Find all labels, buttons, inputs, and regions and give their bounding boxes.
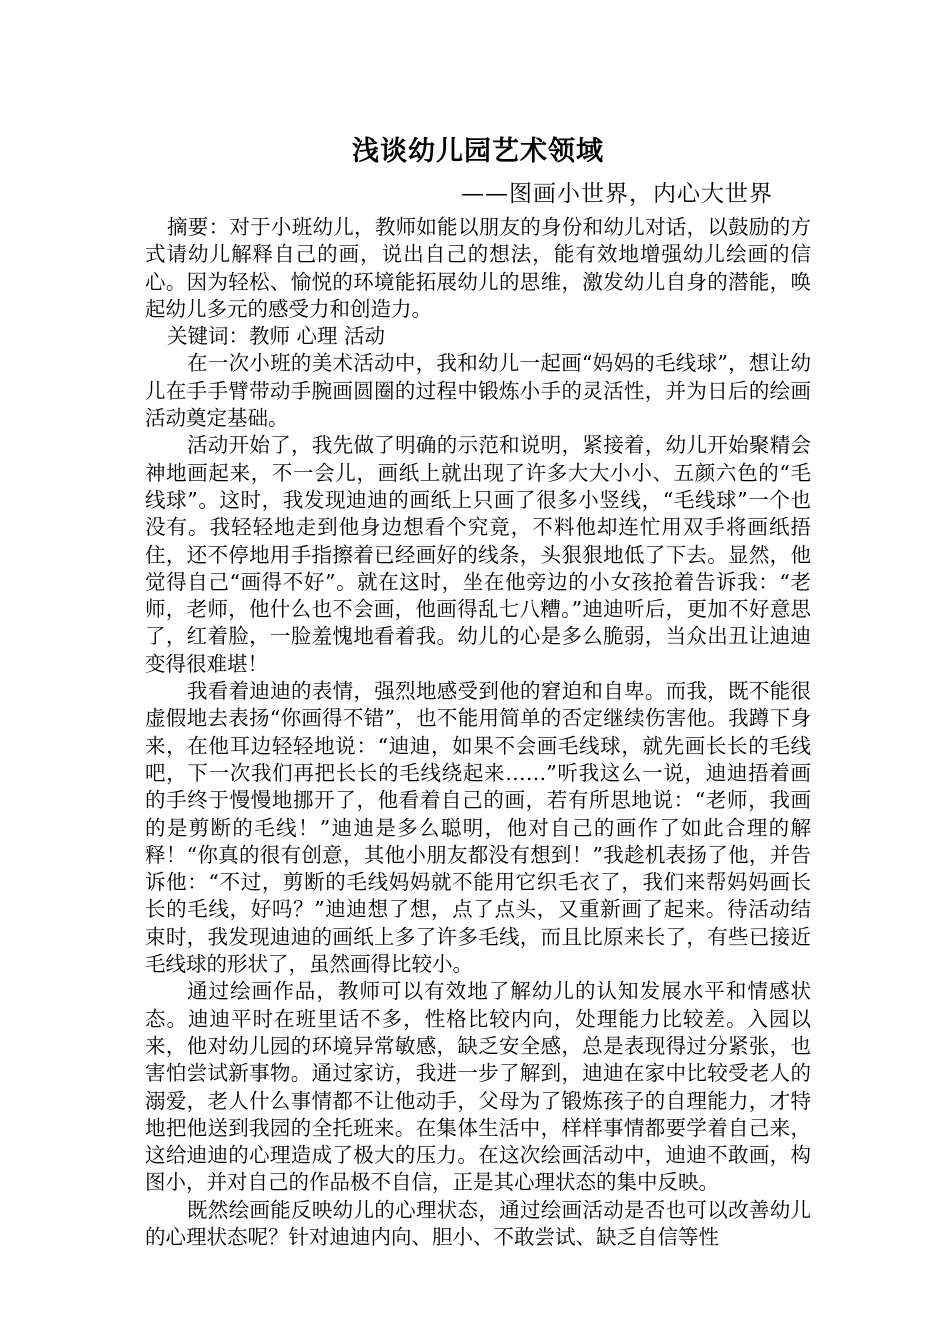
document-subtitle: ——图画小世界，内心大世界 xyxy=(461,181,773,207)
keywords-line: 关键词：教师 心理 活动 xyxy=(167,324,386,349)
abstract-paragraph: 摘要：对于小班幼儿，教师如能以朋友的身份和幼儿对话，以鼓励的方式请幼儿解释自己的画，说出自己的想法，能有效地增强幼儿绘画的信心。因为轻松、愉悦的环境能拓展幼儿的思维，激发幼儿自身的潜能，唤起幼儿多元的感受力和创造力。 xyxy=(145,215,811,321)
document-title: 浅谈幼儿园艺术领域 xyxy=(352,136,604,167)
body-paragraph: 我看着迪迪的表情，强烈地感受到他的窘迫和自卑。而我，既不能很虚假地去表扬“你画得不错”，也不能用简单的否定继续伤害他。我蹲下身来，在他耳边轻轻地说：“迪迪，如果不会画毛线球，就先画长长的毛线吧，下一次我们再把长长的毛线绕起来……”听我这么一说，迪迪捂着画的手终于慢慢地挪开了，他看着自己的画，若有所思地说：“老师，我画的是剪断的毛线！”迪迪是多么聪明，他对自己的画作了如此合理的解释！“你真的很有创意，其他小朋友都没有想到！”我趁机表扬了他，并告诉他：“不过，剪断的毛线妈妈就不能用它织毛衣了，我们来帮妈妈画长长的毛线，好吗？”迪迪想了想，点了点头，又重新画了起来。待活动结束时，我发现迪迪的画纸上多了许多毛线，而且比原来长了，有些已接近毛线球的形状了，虽然画得比较小。 xyxy=(145,679,811,977)
document-page xyxy=(145,130,811,1251)
body-paragraph: 活动开始了，我先做了明确的示范和说明，紧接着，幼儿开始聚精会神地画起来，不一会儿，画纸上就出现了许多大大小小、五颜六色的“毛线球”。这时，我发现迪迪的画纸上只画了很多小竖线，“毛线球”一个也没有。我轻轻地走到他身边想看个究竟，不料他却连忙用双手将画纸捂住，还不停地用手指擦着已经画好的线条，头狠狠地低了下去。显然，他觉得自己“画得不好”。就在这时，坐在他旁边的小女孩抢着告诉我：“老师，老师，他什么也不会画，他画得乱七八糟。”迪迪听后，更加不好意思了，红着脸，一脸羞愧地看着我。幼儿的心是多么脆弱，当众出丑让迪迪变得很难堪！ xyxy=(145,433,811,676)
body-paragraph: 在一次小班的美术活动中，我和幼儿一起画“妈妈的毛线球”，想让幼儿在手手臂带动手腕画圆圈的过程中锻炼小手的灵活性，并为日后的绘画活动奠定基础。 xyxy=(145,351,811,431)
body-paragraph: 既然绘画能反映幼儿的心理状态，通过绘画活动是否也可以改善幼儿的心理状态呢？针对迪迪内向、胆小、不敢尝试、缺乏自信等性 xyxy=(145,1197,811,1249)
body-paragraph: 通过绘画作品，教师可以有效地了解幼儿的认知发展水平和情感状态。迪迪平时在班里话不多，性格比较内向，处理能力比较差。入园以来，他对幼儿园的环境异常敏感，缺乏安全感，总是表现得过分紧张，也害怕尝试新事物。通过家访，我进一步了解到，迪迪在家中比较受老人的溺爱，老人什么事情都不让他动手，父母为了锻炼孩子的自理能力，才特地把他送到我园的全托班来。在集体生活中，样样事情都要学着自己来，这给迪迪的心理造成了极大的压力。在这次绘画活动中，迪迪不敢画，构图小，并对自己的作品极不自信，正是其心理状态的集中反映。 xyxy=(145,979,811,1195)
